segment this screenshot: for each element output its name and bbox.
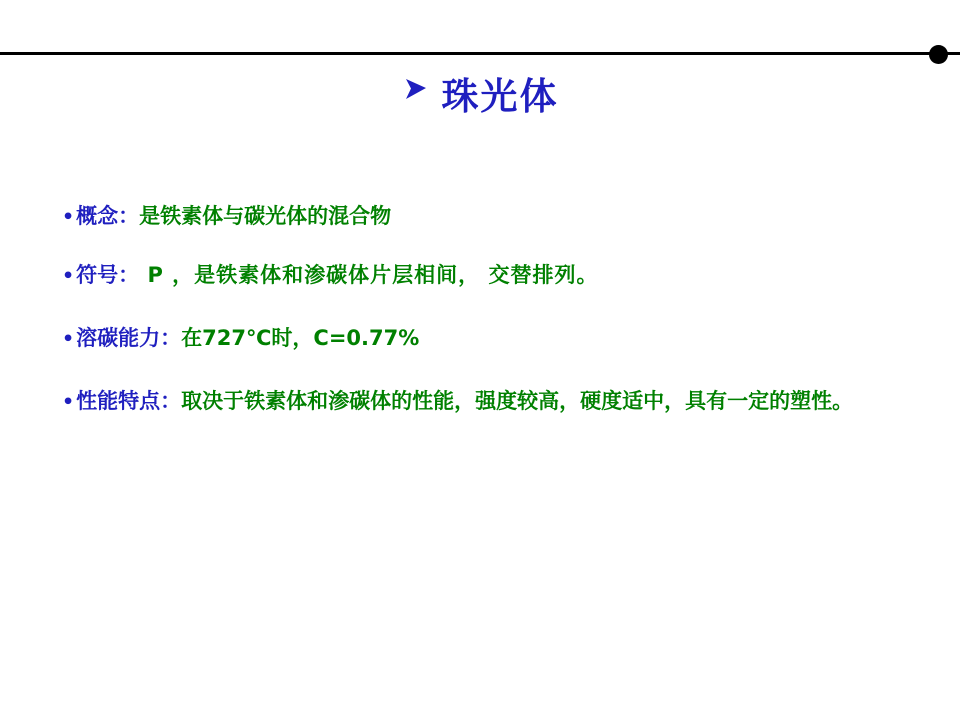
content-body [62, 200, 892, 418]
bullet-dot-icon: • [62, 265, 75, 287]
bullet-text-symbol: P ，是铁素体和渗碳体片层相间， 交替排列。 [139, 263, 599, 287]
bullet-separator-concept: ： [118, 204, 140, 228]
bullet-label-carbon-solubility: 溶碳能力 [76, 326, 161, 350]
page-title-text: 珠光体 [441, 75, 559, 118]
bullet-label-properties: 性能特点 [76, 389, 161, 413]
header-divider [0, 52, 960, 55]
bullet-item-properties [62, 385, 892, 418]
bullet-separator-carbon-solubility: ： [160, 326, 182, 350]
bullet-item-symbol [62, 259, 892, 292]
bullet-dot-icon: • [62, 328, 75, 350]
bullet-text-concept: 是铁素体与碳光体的混合物 [139, 204, 392, 228]
header-dot-icon [929, 45, 948, 64]
bullet-text-carbon-solubility: 在727℃时，C=0.77% [181, 326, 420, 350]
bullet-label-symbol: 符号 [76, 263, 119, 287]
bullet-item-concept [62, 200, 892, 233]
bullet-dot-icon: • [62, 206, 75, 228]
bullet-label-concept: 概念 [76, 204, 119, 228]
bullet-dot-icon: • [62, 391, 75, 413]
page-title [0, 66, 960, 120]
bullet-item-carbon-solubility [62, 322, 892, 355]
bullet-separator-properties: ： [160, 389, 182, 413]
triangle-right-bullet-icon [402, 76, 428, 107]
bullet-text-properties: 取决于铁素体和渗碳体的性能，强度较高，硬度适中，具有一定的塑性。 [181, 389, 854, 413]
bullet-separator-symbol: ： [118, 263, 140, 287]
